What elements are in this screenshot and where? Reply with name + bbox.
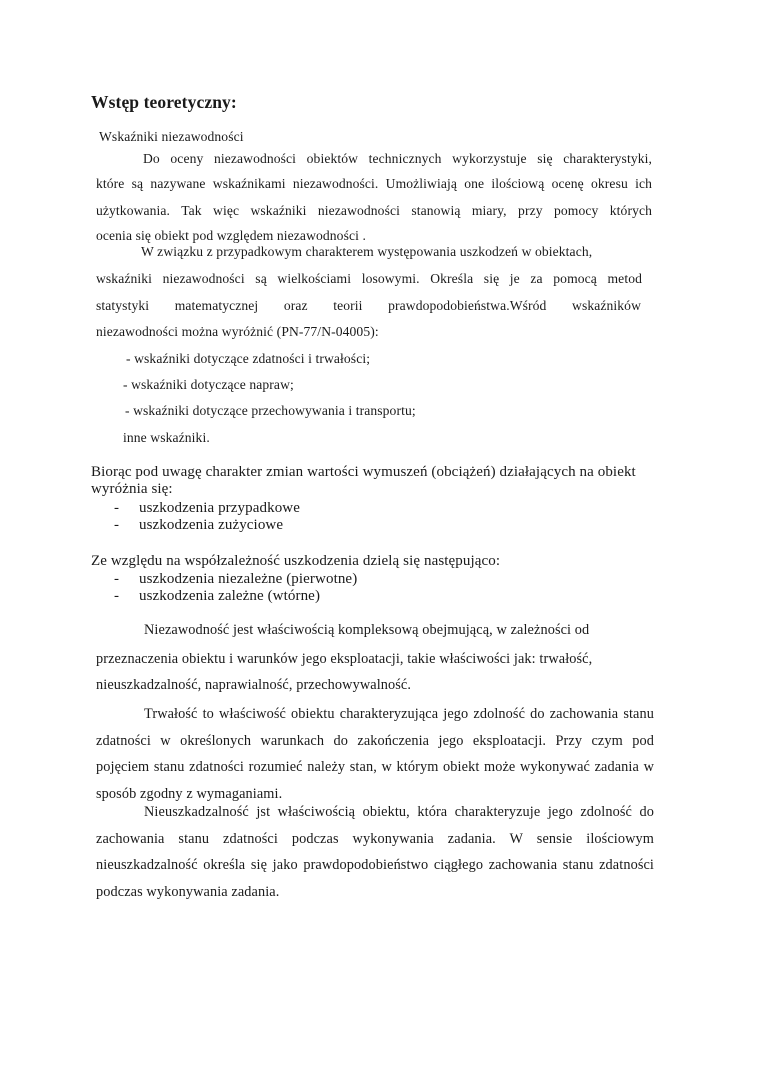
paragraph-line: Biorąc pod uwagę charakter zmian wartości wymuszeń (obciążeń) działających na obiekt [91,464,636,480]
section-heading: Wstęp teoretyczny: [91,92,237,112]
list-marker: - [114,588,119,604]
paragraph-line: pojęciem stanu zdatności rozumieć należy stan, w którym obiekt może wykonywać zadania w [96,759,654,775]
list-item: uszkodzenia przypadkowe [139,500,300,516]
paragraph-line: Nieuszkadzalność jst właściwością obiektu, która charakteryzuje jego zdolność do [144,804,654,820]
indicator-item: - wskaźniki dotyczące zdatności i trwałości; [126,351,371,366]
list-item: uszkodzenia niezależne (pierwotne) [139,571,358,587]
subheading: Wskaźniki niezawodności [99,129,244,144]
paragraph-line: statystyki matematycznej oraz teorii prawdopodobieństwa.Wśród wskaźników [96,298,641,313]
paragraph-line: nieuszkadzalność, naprawialność, przechowywalność. [96,677,412,693]
list-marker: - [114,500,119,516]
paragraph-line: zachowania stanu zdatności podczas wykonywania zadania. W sensie ilościowym [96,831,654,847]
paragraph-line: ocenia się obiekt pod względem niezawodności . [96,228,366,243]
paragraph-line: podczas wykonywania zadania. [96,884,280,900]
list-item: uszkodzenia zużyciowe [139,517,284,533]
list-item: uszkodzenia zależne (wtórne) [139,588,321,604]
paragraph-line: przeznaczenia obiektu i warunków jego eksploatacji, takie właściwości jak: trwałość, [96,651,593,667]
paragraph-line: Ze względu na współzależność uszkodzenia dzielą się następująco: [91,553,501,569]
list-marker: - [114,517,119,533]
paragraph-line: Do oceny niezawodności obiektów technicznych wykorzystuje się charakterystyki, [143,151,652,166]
paragraph-line: które są nazywane wskaźnikami niezawodności. Umożliwiają one ilościową ocenę okresu ich [96,176,652,191]
paragraph-line: Niezawodność jest właściwością kompleksową obejmującą, w zależności od [144,622,590,638]
indicator-item: - wskaźniki dotyczące napraw; [123,377,294,392]
paragraph-line: nieuszkadzalność określa się jako prawdopodobieństwo ciągłego zachowania stanu zdatności [96,857,654,873]
paragraph-line: W związku z przypadkowym charakterem występowania uszkodzeń w obiektach, [141,244,593,259]
paragraph-line: wskaźniki niezawodności są wielkościami losowymi. Określa się je za pomocą metod [96,271,642,286]
paragraph-line: użytkowania. Tak więc wskaźniki niezawodności stanowią miary, przy pomocy których [96,203,652,218]
paragraph-line: sposób zgodny z wymaganiami. [96,786,283,802]
paragraph-line: Trwałość to właściwość obiektu charakteryzująca jego zdolność do zachowania stanu [144,706,654,722]
paragraph-line: zdatności w określonych warunkach do zakończenia jego eksploatacji. Przy czym pod [96,733,654,749]
indicator-item: inne wskaźniki. [123,430,210,445]
list-marker: - [114,571,119,587]
paragraph-line: niezawodności można wyróżnić (PN-77/N-04005): [96,324,379,339]
paragraph-line: wyróżnia się: [91,481,173,497]
indicator-item: - wskaźniki dotyczące przechowywania i transportu; [125,403,416,418]
